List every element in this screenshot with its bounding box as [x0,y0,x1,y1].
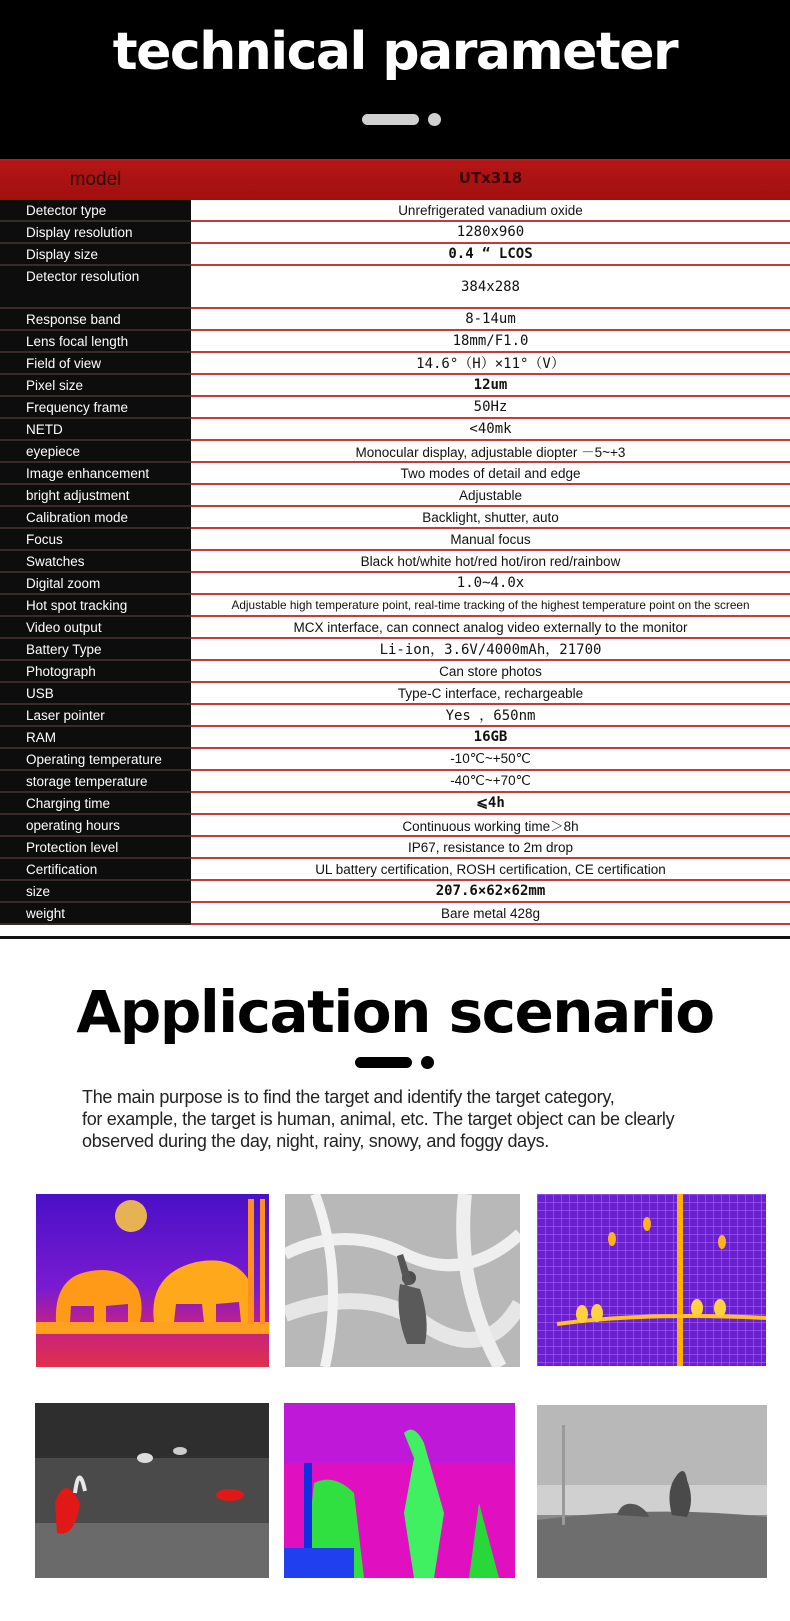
spec-value: Li-ion，3.6V/4000mAh，21700 [191,639,790,661]
thermal-photo-birds [537,1194,766,1366]
spec-row [0,244,790,266]
spec-label: eyepiece [0,441,191,463]
spec-label: Calibration mode [0,507,191,529]
spec-label: Field of view [0,353,191,375]
spec-value: Adjustable [191,485,790,507]
spec-value: Monocular display, adjustable diopter －5~+3 [191,441,790,463]
spec-label: Display size [0,244,191,266]
application-title: Application scenario [76,978,714,1046]
intro-line: The main purpose is to find the target and identify the target category, [82,1087,615,1107]
spec-label: NETD [0,419,191,441]
spec-label: Display resolution [0,222,191,244]
spec-row [0,859,790,881]
spec-row [0,529,790,551]
intro-line: observed during the day, night, rainy, snowy, and foggy days. [82,1131,549,1151]
spec-value: 384x288 [191,266,790,309]
title-divider-bar [362,114,419,125]
spec-value: ⩽4h [191,793,790,815]
spec-label: Pixel size [0,375,191,397]
spec-row [0,595,790,617]
spec-row [0,903,790,925]
spec-label: Detector type [0,200,191,222]
spec-label: Focus [0,529,191,551]
spec-label: Frequency frame [0,397,191,419]
spec-row [0,331,790,353]
spec-row [0,200,790,222]
spec-value: Continuous working time＞8h [191,815,790,837]
spec-row [0,771,790,793]
spec-rows [0,200,790,925]
spec-row [0,353,790,375]
spec-value: 16GB [191,727,790,749]
spec-row [0,661,790,683]
spec-row [0,551,790,573]
spec-value: 12um [191,375,790,397]
spec-label: Detector resolution [0,266,191,309]
spec-row [0,441,790,463]
spec-value: Two modes of detail and edge [191,463,790,485]
spec-label: Charging time [0,793,191,815]
thermal-photo-giraffes [284,1403,515,1578]
spec-label: storage temperature [0,771,191,793]
spec-label: Swatches [0,551,191,573]
application-divider-dot [421,1056,434,1069]
spec-row [0,573,790,595]
spec-row [0,727,790,749]
spec-value: Type-C interface, rechargeable [191,683,790,705]
spec-value: Unrefrigerated vanadium oxide [191,200,790,222]
spec-label: USB [0,683,191,705]
spec-value: Manual focus [191,529,790,551]
spec-label: size [0,881,191,903]
spec-row [0,222,790,244]
intro-line: for example, the target is human, animal, etc. The target object can be clearly [82,1109,675,1129]
spec-value: 50Hz [191,397,790,419]
spec-label: Lens focal length [0,331,191,353]
spec-value: Bare metal 428g [191,903,790,925]
spec-value: UL battery certification, ROSH certification, CE certification [191,859,790,881]
spec-row [0,266,790,309]
application-intro [82,1086,742,1152]
spec-value: Yes ，650nm [191,705,790,727]
spec-value: Backlight, shutter, auto [191,507,790,529]
spec-row [0,683,790,705]
spec-label: Battery Type [0,639,191,661]
spec-row [0,463,790,485]
spec-label: operating hours [0,815,191,837]
spec-value: MCX interface, can connect analog video externally to the monitor [191,617,790,639]
header-banner [0,0,790,159]
spec-row [0,485,790,507]
thermal-photo-kangaroos [537,1405,767,1578]
spec-label: Certification [0,859,191,881]
spec-row [0,375,790,397]
spec-row [0,815,790,837]
spec-label: Digital zoom [0,573,191,595]
spec-row [0,507,790,529]
spec-value: -10℃~+50℃ [191,749,790,771]
spec-label: bright adjustment [0,485,191,507]
spec-label: Laser pointer [0,705,191,727]
spec-value: -40℃~+70℃ [191,771,790,793]
spec-value: 0.4 “ LCOS [191,244,790,266]
spec-row [0,617,790,639]
spec-value: 14.6°（H）×11°（V） [191,353,790,375]
spec-value: Black hot/white hot/red hot/iron red/rainbow [191,551,790,573]
application-divider-bar [355,1057,412,1068]
title-divider-dot [428,113,441,126]
spec-value: IP67, resistance to 2m drop [191,837,790,859]
spec-value: Can store photos [191,661,790,683]
spec-table-header [0,161,790,200]
spec-value: 8-14um [191,309,790,331]
page-title: technical parameter [112,22,678,82]
spec-row [0,881,790,903]
thermal-photo-person [285,1194,520,1367]
spec-label: Image enhancement [0,463,191,485]
spec-row [0,309,790,331]
spec-label: Video output [0,617,191,639]
spec-label: Protection level [0,837,191,859]
model-value: UTx318 [458,169,523,187]
spec-row [0,705,790,727]
spec-row [0,419,790,441]
spec-value: 1280x960 [191,222,790,244]
spec-value: 1.0~4.0x [191,573,790,595]
spec-row [0,837,790,859]
spec-value: 18mm/F1.0 [191,331,790,353]
spec-row [0,793,790,815]
spec-label: RAM [0,727,191,749]
spec-value: <40mk [191,419,790,441]
spec-label: weight [0,903,191,925]
spec-row [0,749,790,771]
spec-label: Hot spot tracking [0,595,191,617]
spec-label: Operating temperature [0,749,191,771]
spec-label: Photograph [0,661,191,683]
thermal-photo-swans [35,1403,269,1578]
spec-row [0,639,790,661]
thermal-photo-elephants [36,1194,269,1367]
model-label: model [69,169,122,190]
spec-table [0,159,790,939]
spec-value: Adjustable high temperature point, real-time tracking of the highest temperature point on the screen [191,595,790,617]
spec-value: 207.6×62×62mm [191,881,790,903]
spec-label: Response band [0,309,191,331]
spec-row [0,397,790,419]
